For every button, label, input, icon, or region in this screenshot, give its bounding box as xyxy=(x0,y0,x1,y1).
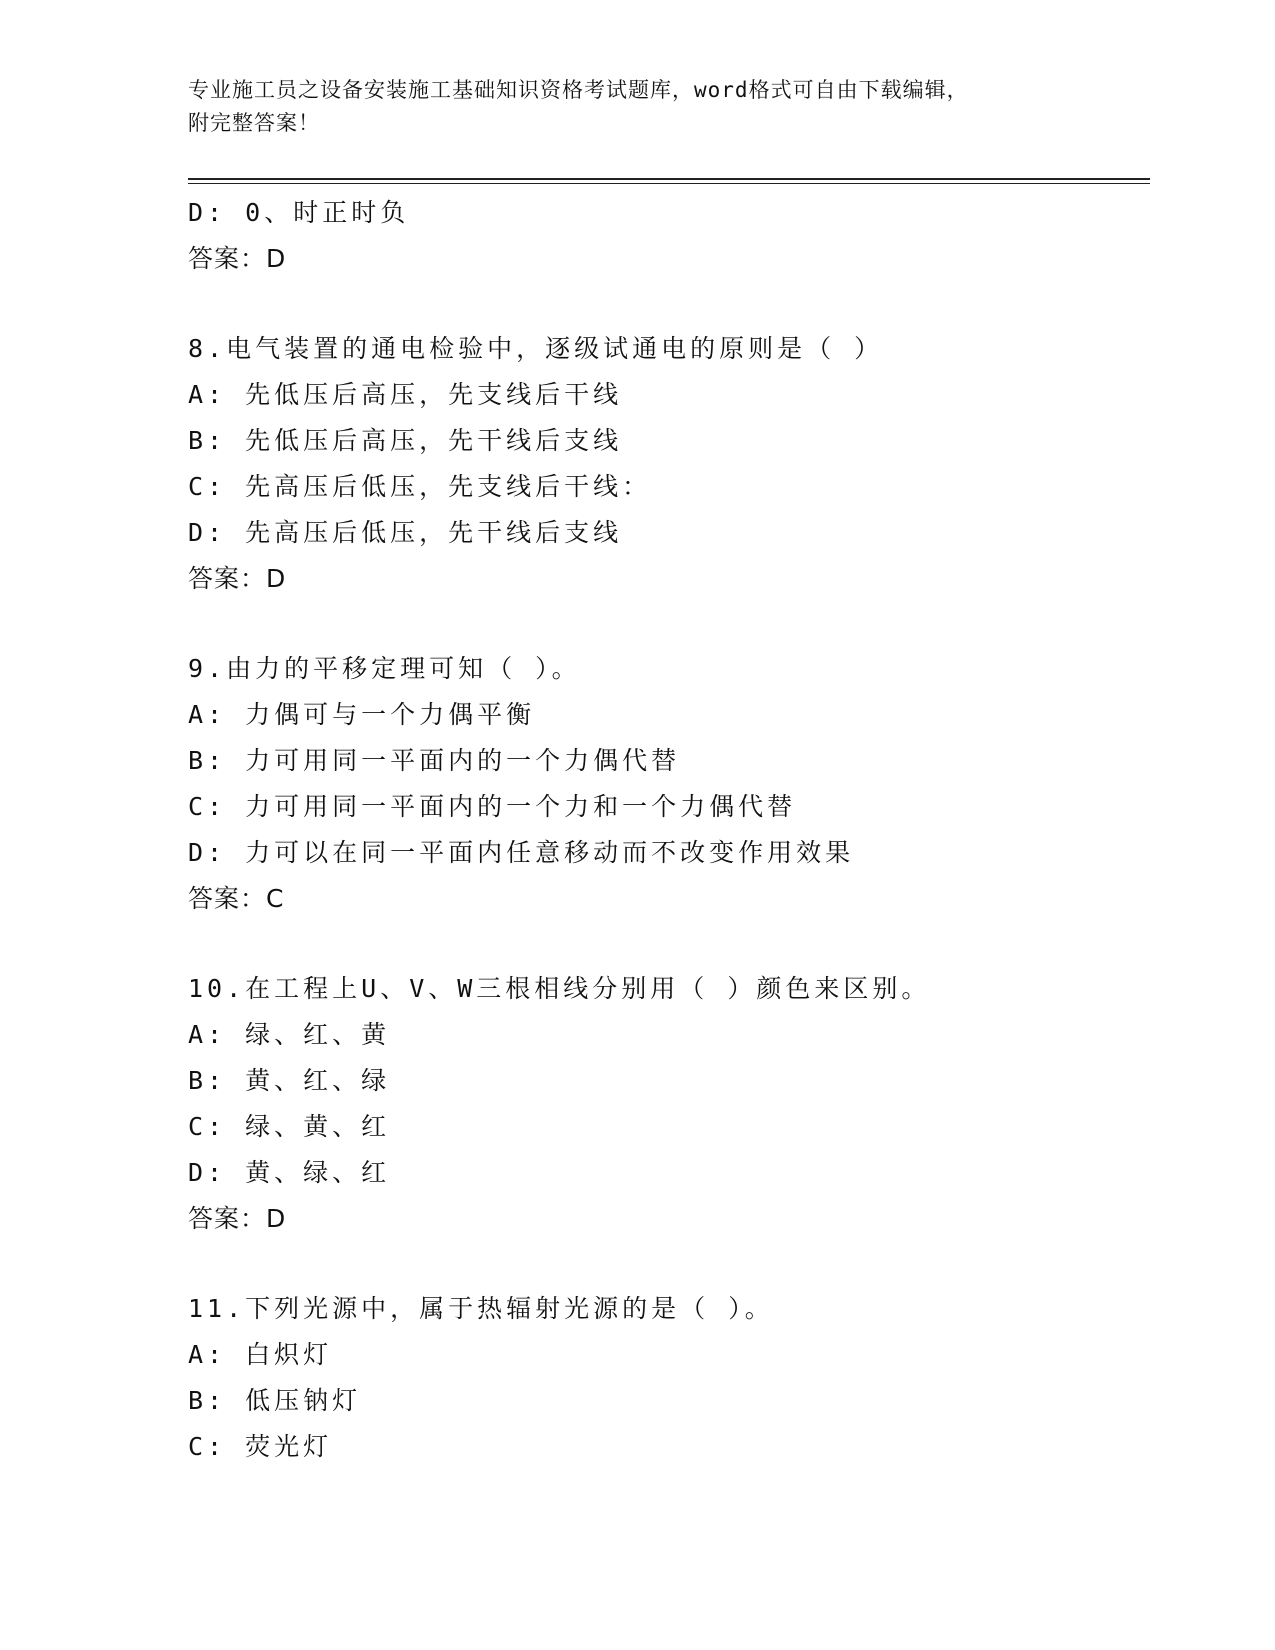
option-a: A: 先低压后高压，先支线后干线 xyxy=(188,380,623,409)
option-a: A: 力偶可与一个力偶平衡 xyxy=(188,700,536,729)
answer-line: 答案：C xyxy=(188,884,285,913)
spacer xyxy=(188,282,1150,326)
option-b: B: 先低压后高压，先干线后支线 xyxy=(188,426,623,455)
question-stem: 8.电气装置的通电检验中，逐级试通电的原则是（ ） xyxy=(188,334,884,363)
question-stem: 11.下列光源中，属于热辐射光源的是（ ）。 xyxy=(188,1294,774,1323)
question-10 xyxy=(188,966,1150,1242)
option-d: D: 先高压后低压，先干线后支线 xyxy=(188,518,623,547)
question-stem: 9.由力的平移定理可知（ ）。 xyxy=(188,654,581,683)
option-a: A: 绿、红、黄 xyxy=(188,1020,391,1049)
answer-line: 答案：D xyxy=(188,1204,287,1233)
option-b: B: 低压钠灯 xyxy=(188,1386,362,1415)
header-divider-thin xyxy=(188,183,1150,184)
question-8 xyxy=(188,326,1150,602)
option-d: D: 力可以在同一平面内任意移动而不改变作用效果 xyxy=(188,838,855,867)
spacer xyxy=(188,1242,1150,1286)
header-line-2: 附完整答案！ xyxy=(188,111,320,135)
option-c: C: 绿、黄、红 xyxy=(188,1112,391,1141)
document-header xyxy=(188,74,1088,140)
option-c: C: 力可用同一平面内的一个力和一个力偶代替 xyxy=(188,792,797,821)
question-stem: 10.在工程上U、V、W三根相线分别用（ ）颜色来区别。 xyxy=(188,974,931,1003)
spacer xyxy=(188,602,1150,646)
question-9 xyxy=(188,646,1150,922)
option-b: B: 力可用同一平面内的一个力偶代替 xyxy=(188,746,681,775)
answer-line: 答案：D xyxy=(188,564,287,593)
header-line-1: 专业施工员之设备安装施工基础知识资格考试题库，word格式可自由下载编辑， xyxy=(188,78,969,102)
previous-question-tail xyxy=(188,190,1150,282)
option-c: C: 荧光灯 xyxy=(188,1432,333,1461)
header-divider-thick xyxy=(188,178,1150,180)
option-b: B: 黄、红、绿 xyxy=(188,1066,391,1095)
option-d: D: 黄、绿、红 xyxy=(188,1158,391,1187)
question-list xyxy=(188,190,1150,1470)
spacer xyxy=(188,922,1150,966)
answer-line: 答案：D xyxy=(188,244,287,273)
option-c: C: 先高压后低压，先支线后干线： xyxy=(188,472,652,501)
question-11 xyxy=(188,1286,1150,1470)
option-a: A: 白炽灯 xyxy=(188,1340,333,1369)
option-d: D: 0、时正时负 xyxy=(188,198,410,227)
